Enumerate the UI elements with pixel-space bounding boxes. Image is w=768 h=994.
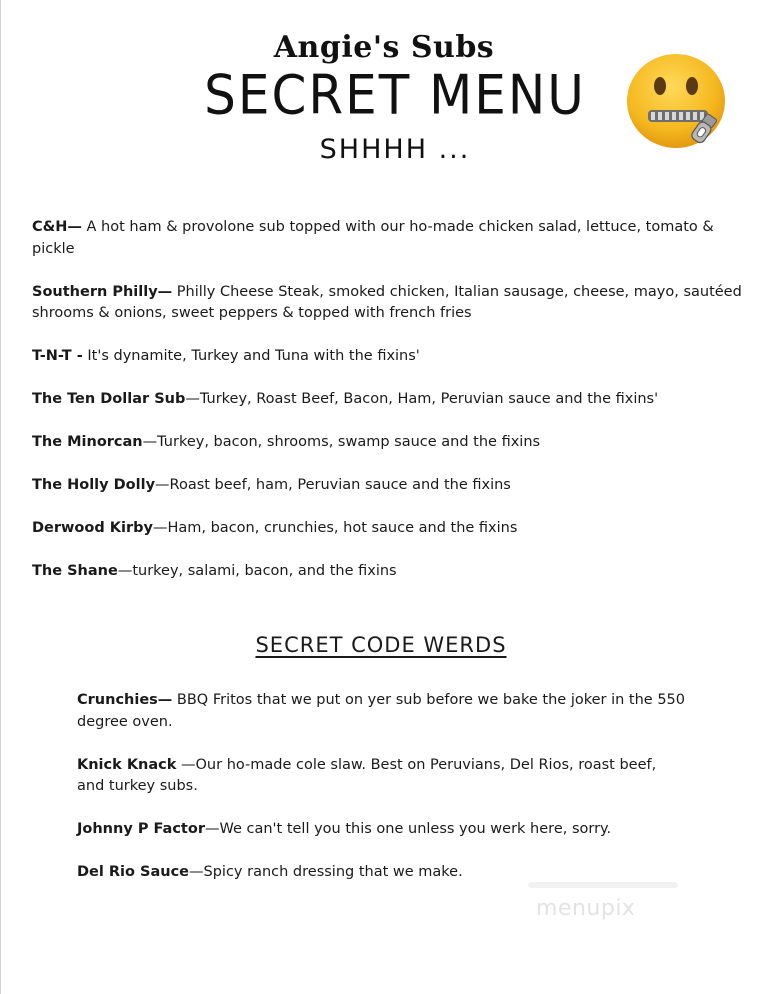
menu-item-desc: —turkey, salami, bacon, and the fixins	[117, 563, 397, 579]
code-words-heading: SECRET CODE WERDS	[255, 633, 507, 657]
menu-item	[32, 432, 757, 454]
menu-item-name: C&H—	[32, 219, 82, 235]
menu-item	[32, 389, 757, 411]
menu-item-desc: A hot ham & provolone sub topped with our ho-made chicken salad, lettuce, tomato & pickle	[32, 219, 714, 257]
menu-item	[32, 561, 757, 583]
code-word-desc: —We can't tell you this one unless you werk here, sorry.	[204, 821, 612, 837]
menu-item-desc: —Ham, bacon, crunchies, hot sauce and the fixins	[152, 520, 518, 536]
menu-item-name: T-N-T -	[32, 348, 83, 364]
code-word-desc: —Our ho-made cole slaw. Best on Peruvians, Del Rios, roast beef, and turkey subs.	[77, 756, 657, 794]
menu-item-desc: Philly Cheese Steak, smoked chicken, Italian sausage, cheese, mayo, sautéed shrooms & onions, sweet peppers & topped with french fries	[32, 283, 742, 321]
code-word-name: Knick Knack	[77, 756, 177, 773]
page-title: SECRET MENU	[204, 63, 586, 127]
menu-item-desc: —Turkey, Roast Beef, Bacon, Ham, Peruvian sauce and the fixins'	[185, 391, 659, 407]
menu-item	[32, 518, 757, 540]
watermark-bar	[528, 882, 678, 888]
menu-item	[32, 475, 757, 497]
code-word-desc: —Spicy ranch dressing that we make.	[189, 864, 463, 880]
code-word	[77, 819, 687, 841]
menu-item	[32, 346, 757, 368]
menu-item-desc: —Roast beef, ham, Peruvian sauce and the fixins	[155, 477, 511, 493]
code-word	[77, 862, 687, 884]
menu-item-name: The Shane	[32, 563, 118, 579]
menu-item-desc: —Turkey, bacon, shrooms, swamp sauce and the fixins	[142, 434, 541, 450]
code-word-name: Crunchies—	[77, 692, 173, 708]
code-word-name: Del Rio Sauce	[77, 864, 190, 880]
watermark-text: menupix	[536, 896, 636, 921]
menu-item	[32, 217, 757, 260]
brand-name: Angie's Subs	[273, 30, 495, 65]
menu-item	[32, 282, 757, 325]
menu-item-name: Derwood Kirby	[32, 520, 153, 536]
menu-item-name: The Ten Dollar Sub	[32, 391, 186, 407]
menu-items-list	[32, 217, 757, 604]
page-subtitle: SHHHH ...	[319, 134, 471, 165]
code-word	[77, 690, 687, 733]
code-word	[77, 755, 687, 798]
menu-item-name: The Holly Dolly	[32, 477, 156, 493]
code-words-list	[77, 690, 687, 905]
menu-item-name: Southern Philly—	[32, 283, 173, 300]
menu-item-desc: It's dynamite, Turkey and Tuna with the fixins'	[82, 348, 420, 364]
code-word-name: Johnny P Factor	[77, 821, 205, 837]
zipper-mouth-face-icon	[626, 52, 734, 150]
menu-item-name: The Minorcan	[32, 434, 143, 450]
code-word-desc: BBQ Fritos that we put on yer sub before we bake the joker in the 550 degree oven.	[77, 692, 686, 730]
